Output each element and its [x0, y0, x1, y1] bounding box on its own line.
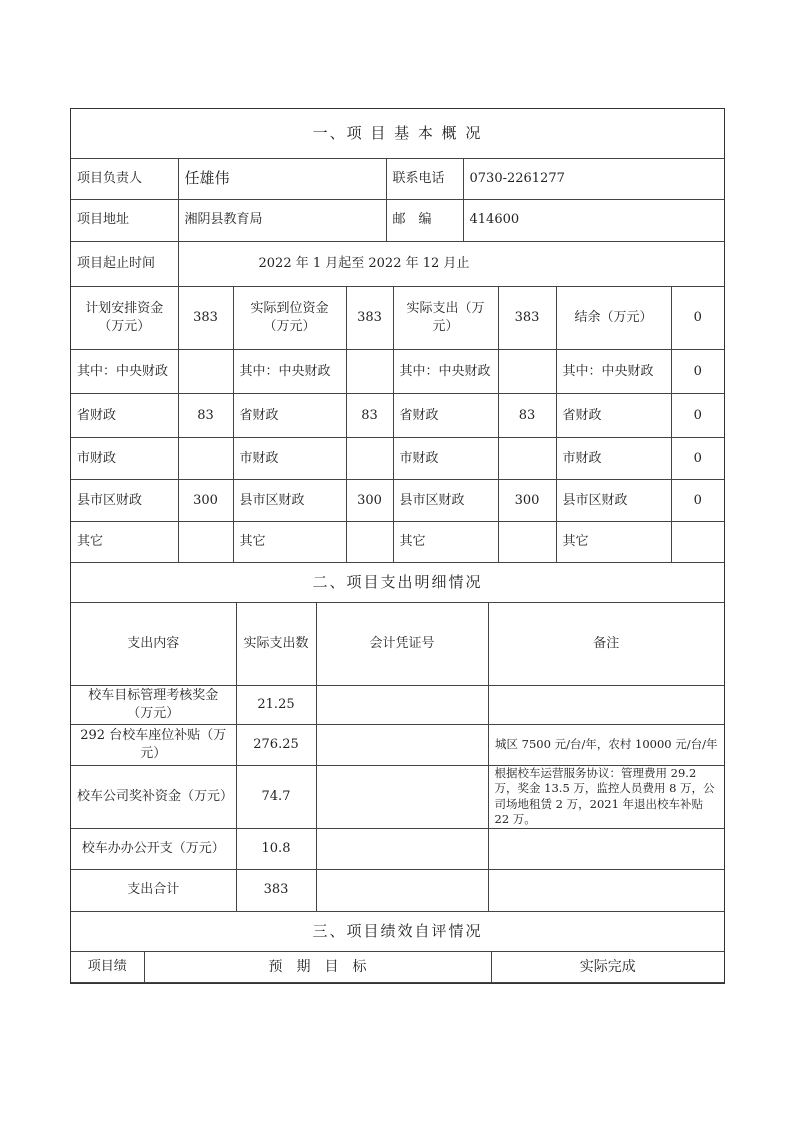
phone-label: 联系电话 [386, 158, 463, 199]
funds-source-label: 县市区财政 [233, 480, 346, 522]
expense-note: 根据校车运营服务协议：管理费用 29.2 万，奖金 13.5 万，监控人员费用 8 万，公司场地租赁 2 万，2021 年退出校车补贴 22 万。 [488, 765, 724, 828]
funds-source-value [178, 350, 233, 394]
funds-source-label: 省财政 [393, 394, 498, 438]
funds-source-value: 0 [671, 350, 724, 394]
header-actual-completion: 实际完成 [491, 952, 724, 983]
expense-voucher [316, 828, 488, 869]
funds-source-value: 83 [498, 394, 556, 438]
header-expected-goal: 预 期 目 标 [144, 952, 491, 983]
funds-row [71, 350, 724, 394]
funds-source-value [346, 438, 393, 480]
header-note: 备注 [488, 602, 724, 685]
funds-source-label: 县市区财政 [71, 480, 178, 522]
funds-source-value: 0 [671, 394, 724, 438]
expense-row [71, 765, 724, 828]
funds-source-label: 其中：中央财政 [556, 350, 671, 394]
expense-item: 校车办办公开支（万元） [71, 828, 236, 869]
funds-source-value [498, 522, 556, 563]
planned-funds-label: 计划安排资金（万元） [71, 287, 178, 350]
funds-source-label: 其中：中央财政 [71, 350, 178, 394]
expense-note [488, 685, 724, 724]
zip-value: 414600 [463, 199, 724, 241]
funds-source-value [346, 350, 393, 394]
expense-note [488, 828, 724, 869]
funds-source-value [671, 522, 724, 563]
expense-amount: 383 [236, 869, 316, 911]
funds-source-label: 省财政 [233, 394, 346, 438]
funds-source-label: 县市区财政 [556, 480, 671, 522]
expense-amount: 74.7 [236, 765, 316, 828]
expense-voucher [316, 869, 488, 911]
funds-source-value: 83 [346, 394, 393, 438]
funds-row [71, 480, 724, 522]
balance-label: 结余（万元） [556, 287, 671, 350]
section1-basic [71, 109, 724, 287]
funds-source-value: 0 [671, 480, 724, 522]
balance-value: 0 [671, 287, 724, 350]
funds-row [71, 394, 724, 438]
funds-source-label: 省财政 [556, 394, 671, 438]
expense-voucher [316, 724, 488, 765]
header-voucher: 会计凭证号 [316, 602, 488, 685]
funds-source-value: 300 [178, 480, 233, 522]
received-funds-value: 383 [346, 287, 393, 350]
funds-source-value [178, 522, 233, 563]
funds-source-value: 300 [498, 480, 556, 522]
expense-amount: 21.25 [236, 685, 316, 724]
funds-source-value: 83 [178, 394, 233, 438]
expense-item: 支出合计 [71, 869, 236, 911]
funds-source-label: 其它 [233, 522, 346, 563]
funds-source-label: 其中：中央财政 [393, 350, 498, 394]
funds-source-label: 县市区财政 [393, 480, 498, 522]
expense-item: 校车公司奖补资金（万元） [71, 765, 236, 828]
funds-source-label: 市财政 [71, 438, 178, 480]
funds-source-value [346, 522, 393, 563]
section1-title: 一、项 目 基 本 概 况 [71, 109, 724, 158]
funds-source-label: 其它 [556, 522, 671, 563]
leader-value: 任雄伟 [178, 158, 386, 199]
funds-source-value [178, 438, 233, 480]
expense-row [71, 685, 724, 724]
section2-title: 二、项目支出明细情况 [71, 563, 724, 602]
section1-funds [71, 287, 724, 564]
period-value: 2022 年 1 月起至 2022 年 12 月止 [178, 241, 724, 286]
funds-row [71, 438, 724, 480]
funds-source-label: 其它 [71, 522, 178, 563]
funds-source-label: 其它 [393, 522, 498, 563]
received-funds-label: 实际到位资金（万元） [233, 287, 346, 350]
expense-item: 校车目标管理考核奖金（万元） [71, 685, 236, 724]
funds-source-label: 省财政 [71, 394, 178, 438]
zip-label: 邮 编 [386, 199, 463, 241]
phone-value: 0730-2261277 [463, 158, 724, 199]
funds-source-value: 300 [346, 480, 393, 522]
actual-spend-value: 383 [498, 287, 556, 350]
expense-amount: 10.8 [236, 828, 316, 869]
expense-row [71, 869, 724, 911]
leader-label: 项目负责人 [71, 158, 178, 199]
header-amount: 实际支出数 [236, 602, 316, 685]
header-performance: 项目绩 [71, 952, 144, 983]
expense-row [71, 724, 724, 765]
funds-source-label: 市财政 [233, 438, 346, 480]
expense-row [71, 828, 724, 869]
funds-row [71, 522, 724, 563]
funds-source-label: 其中：中央财政 [233, 350, 346, 394]
expense-item: 292 台校车座位补贴（万元） [71, 724, 236, 765]
expense-amount: 276.25 [236, 724, 316, 765]
funds-source-label: 市财政 [393, 438, 498, 480]
header-item: 支出内容 [71, 602, 236, 685]
section2-expenses [71, 563, 724, 912]
funds-source-label: 市财政 [556, 438, 671, 480]
planned-funds-value: 383 [178, 287, 233, 350]
address-label: 项目地址 [71, 199, 178, 241]
address-value: 湘阴县教育局 [178, 199, 386, 241]
project-report-table [70, 108, 725, 984]
period-label: 项目起止时间 [71, 241, 178, 286]
expense-note: 城区 7500 元/台/年，农村 10000 元/台/年 [488, 724, 724, 765]
section3-performance [71, 912, 724, 984]
expense-voucher [316, 765, 488, 828]
actual-spend-label: 实际支出（万元） [393, 287, 498, 350]
funds-source-value [498, 350, 556, 394]
section3-title: 三、项目绩效自评情况 [71, 912, 724, 952]
expense-voucher [316, 685, 488, 724]
expense-note [488, 869, 724, 911]
funds-source-value: 0 [671, 438, 724, 480]
funds-source-value [498, 438, 556, 480]
